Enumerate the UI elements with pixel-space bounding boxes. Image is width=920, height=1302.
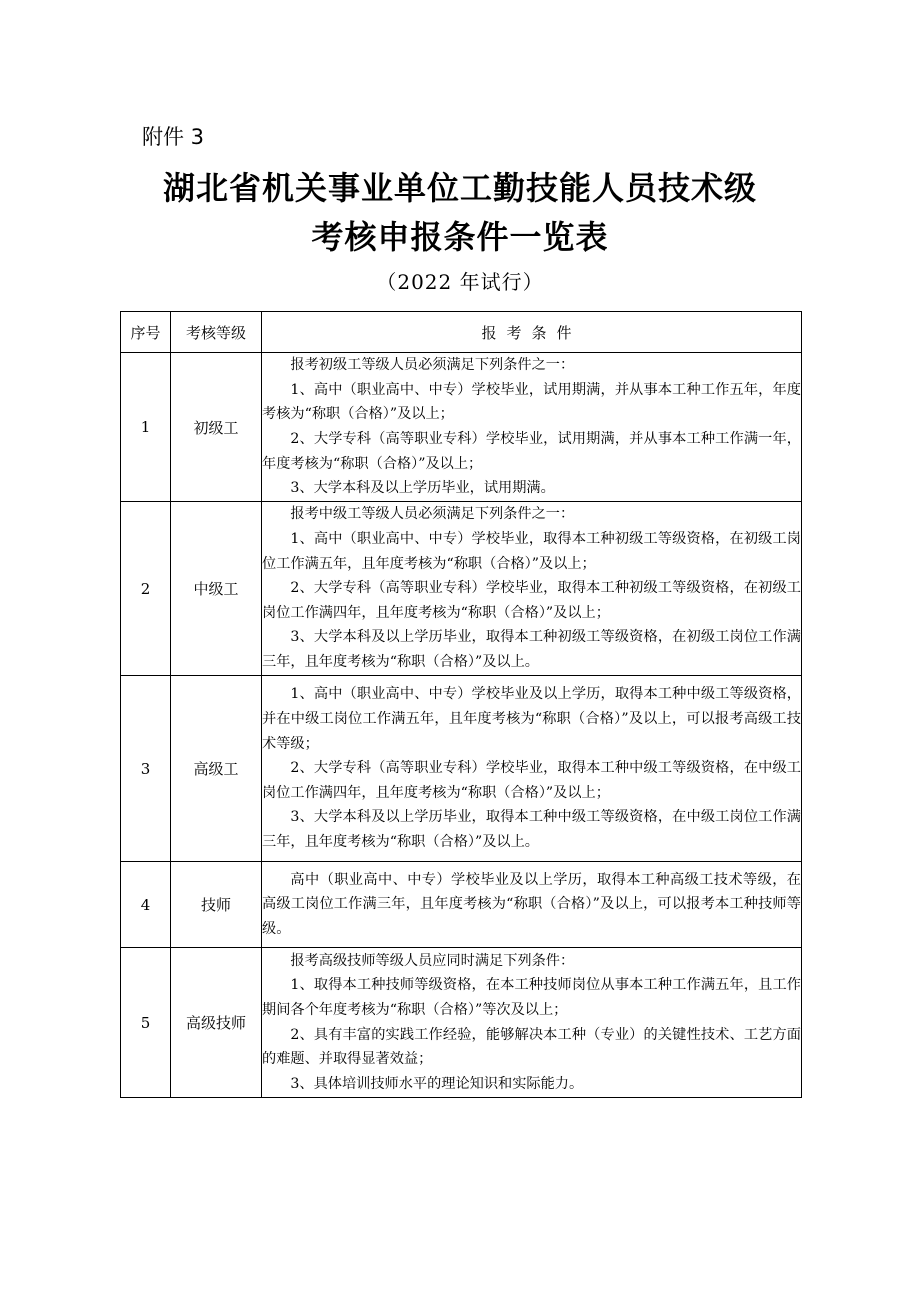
- condition-paragraph: 报考中级工等级人员必须满足下列条件之一：: [290, 506, 575, 523]
- condition-paragraph: 1、取得本工种技师等级资格，在本工种技师岗位从事本工种工作满五年，且工作期间各个年度考核为“称职（合格）”等次及以上；: [262, 977, 801, 1018]
- condition-paragraph: 2、大学专科（高等职业专科）学校毕业，试用期满，并从事本工种工作满一年，年度考核为“称职（合格）”及以上；: [262, 431, 801, 472]
- condition-paragraph: 2、大学专科（高等职业专科）学校毕业，取得本工种中级工等级资格，在中级工岗位工作满四年，且年度考核为“称职（合格）”及以上；: [262, 760, 801, 801]
- document-title-line-1: 湖北省机关事业单位工勤技能人员技术级: [162, 169, 757, 207]
- row-conditions: [262, 948, 802, 1098]
- row-number: 5: [121, 948, 171, 1098]
- condition-paragraph: 3、大学本科及以上学历毕业，试用期满。: [290, 480, 555, 497]
- row-level: 高级技师: [171, 948, 262, 1098]
- document-title-line-2: 考核申报条件一览表: [311, 218, 609, 256]
- row-number: 1: [121, 353, 171, 502]
- table-header-row: [121, 312, 802, 353]
- condition-paragraph: 1、高中（职业高中、中专）学校毕业，试用期满，并从事本工种工作五年，年度考核为“称职（合格）”及以上；: [262, 381, 801, 423]
- table-row: [121, 676, 802, 862]
- attachment-label: 附件 3: [142, 125, 205, 149]
- row-number: 4: [121, 862, 171, 948]
- row-conditions: [262, 353, 802, 502]
- condition-paragraph: 报考高级技师等级人员应同时满足下列条件：: [290, 952, 575, 969]
- row-number: 2: [121, 502, 171, 676]
- row-level: 高级工: [171, 676, 262, 862]
- condition-paragraph: 1、高中（职业高中、中专）学校毕业，取得本工种初级工等级资格，在初级工岗位工作满五年，且年度考核为“称职（合格）”及以上；: [262, 531, 801, 572]
- condition-paragraph: 报考初级工等级人员必须满足下列条件之一：: [290, 357, 575, 374]
- row-conditions: [262, 502, 802, 676]
- header-level: 考核等级: [171, 312, 262, 353]
- condition-paragraph: 1、高中（职业高中、中专）学校毕业及以上学历，取得本工种中级工等级资格，并在中级工岗位工作满五年，且年度考核为“称职（合格）”及以上，可以报考高级工技术等级；: [262, 686, 801, 752]
- header-no: 序号: [121, 312, 171, 353]
- condition-paragraph: 2、具有丰富的实践工作经验，能够解决本工种（专业）的关键性技术、工艺方面的难题、并取得显著效益；: [262, 1026, 801, 1068]
- table-row: [121, 353, 802, 502]
- row-level: 技师: [171, 862, 262, 948]
- row-conditions: [262, 862, 802, 948]
- condition-paragraph: 3、大学本科及以上学历毕业，取得本工种中级工等级资格，在中级工岗位工作满三年，且年度考核为“称职（合格）”及以上。: [262, 809, 801, 850]
- table-row: [121, 502, 802, 676]
- header-conditions: 报考条件: [262, 312, 802, 353]
- document-subtitle: （2022 年试行）: [376, 270, 544, 294]
- condition-paragraph: 3、具体培训技师水平的理论知识和实际能力。: [290, 1075, 584, 1092]
- table-row: [121, 862, 802, 948]
- condition-paragraph: 高中（职业高中、中专）学校毕业及以上学历，取得本工种高级工技术等级，在高级工岗位工作满三年，且年度考核为“称职（合格）”及以上，可以报考本工种技师等级。: [262, 871, 801, 937]
- row-level: 中级工: [171, 502, 262, 676]
- condition-paragraph: 3、大学本科及以上学历毕业，取得本工种初级工等级资格，在初级工岗位工作满三年，且年度考核为“称职（合格）”及以上。: [262, 629, 801, 670]
- row-conditions: [262, 676, 802, 862]
- table-row: [121, 948, 802, 1098]
- row-number: 3: [121, 676, 171, 862]
- conditions-table: [120, 311, 802, 1098]
- condition-paragraph: 2、大学专科（高等职业专科）学校毕业，取得本工种初级工等级资格，在初级工岗位工作满四年，且年度考核为“称职（合格）”及以上；: [262, 580, 801, 621]
- row-level: 初级工: [171, 353, 262, 502]
